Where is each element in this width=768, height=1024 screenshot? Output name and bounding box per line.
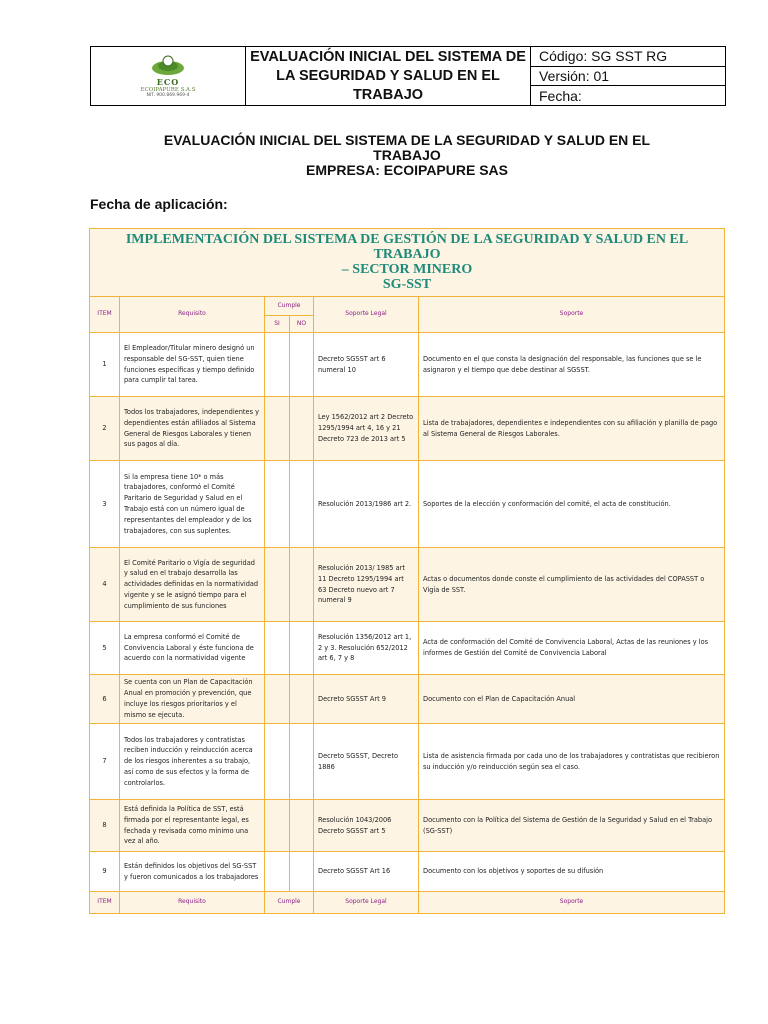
row-cumple-no[interactable] [290,675,314,724]
row-requisito: Se cuenta con un Plan de Capacitación Anual en promoción y prevención, que incluye los riesgos prioritarios y el mismo se ejecuta. [120,675,265,724]
row-soporte: Documento con el Plan de Capacitación Anual [419,675,725,724]
table-row [90,333,725,397]
table-row [90,852,725,892]
row-soporte-legal: Decreto SGSST Art 9 [314,675,419,724]
row-cumple-si[interactable] [265,548,290,622]
header-meta [531,47,725,105]
document-header [90,46,726,106]
col-header-requisito: Requisito [120,297,265,333]
document-title [90,133,724,178]
logo-text: ECO [156,76,180,87]
col-header-soporte: Soporte [419,297,725,333]
row-requisito: Todos los trabajadores y contratistas reciben inducción y reinducción acerca de los riesgos inherentes a su trabajo, así como de sus efectos y la forma de controlarlos. [120,724,265,800]
row-soporte-legal: Decreto SGSST art 6 numeral 10 [314,333,419,397]
row-cumple-no[interactable] [290,397,314,461]
row-cumple-no[interactable] [290,548,314,622]
row-cumple-si[interactable] [265,852,290,892]
row-item: 4 [90,548,120,622]
title-line-2: TRABAJO [373,147,441,163]
footer-header-cumple: Cumple [265,892,314,914]
footer-header-requisito: Requisito [120,892,265,914]
fecha-aplicacion: Fecha de aplicación: [90,196,228,212]
evaluation-table [89,228,725,914]
logo-nit: NIT. 900.869.969-4 [146,92,190,98]
row-soporte-legal: Resolución 2013/ 1985 art 11 Decreto 1295/1994 art 63 Decreto nuevo art 7 numeral 9 [314,548,419,622]
table-row [90,548,725,622]
table-row [90,461,725,548]
row-soporte: Actas o documentos donde conste el cumplimiento de las actividades del COPASST o Vigía de SST. [419,548,725,622]
row-soporte-legal: Ley 1562/2012 art 2 Decreto 1295/1994 art 4, 16 y 21 Decreto 723 de 2013 art 5 [314,397,419,461]
row-item: 8 [90,800,120,852]
codigo-field: Código: SG SST RG [531,47,725,67]
row-requisito: Está definida la Política de SST, está firmada por el representante legal, es fechada y revisada como mínimo una vez al año. [120,800,265,852]
row-requisito: La empresa conformó el Comité de Convivencia Laboral y éste funciona de acuerdo con la normatividad vigente [120,622,265,675]
company-line: EMPRESA: ECOIPAPURE SAS [306,162,508,178]
row-soporte: Acta de conformación del Comité de Convivencia Laboral, Actas de las reuniones y los informes de Gestión del Comité de Convivencia Laboral [419,622,725,675]
row-requisito: Todos los trabajadores, independientes y dependientes están afiliados al Sistema General de Riesgos Laborales y tienen sus pagos al día. [120,397,265,461]
row-cumple-no[interactable] [290,800,314,852]
banner-line-2: – SECTOR MINERO [341,262,473,277]
fecha-field: Fecha: [539,87,582,104]
row-cumple-no[interactable] [290,333,314,397]
version-field: Versión: 01 [531,67,725,87]
table-row [90,724,725,800]
row-cumple-si[interactable] [265,675,290,724]
row-item: 3 [90,461,120,548]
row-soporte-legal: Decreto SGSST Art 16 [314,852,419,892]
row-cumple-no[interactable] [290,724,314,800]
row-soporte-legal: Resolución 2013/1986 art 2. [314,461,419,548]
row-cumple-no[interactable] [290,461,314,548]
table-banner [90,229,725,297]
header-title: EVALUACIÓN INICIAL DEL SISTEMA DE LA SEGURIDAD Y SALUD EN EL TRABAJO [246,47,531,105]
footer-header-item: ITEM [90,892,120,914]
row-cumple-no[interactable] [290,622,314,675]
table-row [90,675,725,724]
row-soporte: Documento con la Política del Sistema de Gestión de la Seguridad y Salud en el Trabajo (SG-SST) [419,800,725,852]
row-cumple-si[interactable] [265,800,290,852]
row-cumple-si[interactable] [265,461,290,548]
row-cumple-si[interactable] [265,724,290,800]
table-footer-header [90,892,725,914]
row-requisito: El Comité Paritario o Vigía de seguridad y salud en el trabajo desarrolla las actividades definidas en la normatividad vigente y se le asignó tiempo para el cumplimiento de sus funciones [120,548,265,622]
row-requisito: Si la empresa tiene 10* o más trabajadores, conformó el Comité Paritario de Seguridad y Salud en el Trabajo está con un número igual de representantes del empleador y de los trabajadores, con sus suplentes. [120,461,265,548]
row-soporte: Documento con los objetivos y soportes de su difusión [419,852,725,892]
table-row [90,622,725,675]
logo-cell [91,47,246,105]
company-logo [109,50,227,102]
row-soporte: Lista de trabajadores, dependientes e independientes con su afiliación y planilla de pago al Sistema General de Riesgos Laborales. [419,397,725,461]
row-soporte: Soportes de la elección y conformación del comité, el acta de constitución. [419,461,725,548]
col-header-no: NO [290,316,314,333]
col-header-item: ITEM [90,297,120,333]
title-line-1: EVALUACIÓN INICIAL DEL SISTEMA DE LA SEGURIDAD Y SALUD EN EL [163,132,651,148]
row-soporte-legal: Resolución 1043/2006 Decreto SGSST art 5 [314,800,419,852]
leaf-icon [148,55,188,77]
col-header-soporte-legal: Soporte Legal [314,297,419,333]
footer-header-soporte: Soporte [419,892,725,914]
row-item: 6 [90,675,120,724]
col-header-cumple: Cumple [265,297,314,316]
row-soporte-legal: Resolución 1356/2012 art 1, 2 y 3. Resolución 652/2012 art 6, 7 y 8 [314,622,419,675]
row-requisito: Están definidos los objetivos del SG-SST y fueron comunicados a los trabajadores [120,852,265,892]
row-item: 2 [90,397,120,461]
row-item: 7 [90,724,120,800]
row-soporte: Documento en el que consta la designación del responsable, las funciones que se le asignaron y el tiempo que debe destinar al SGSST. [419,333,725,397]
row-requisito: El Empleador/Titular minero designó un responsable del SG-SST, quien tiene funciones específicas y tiempo definido para cumplir tal tarea. [120,333,265,397]
row-cumple-si[interactable] [265,397,290,461]
row-soporte: Lista de asistencia firmada por cada uno de los trabajadores y contratistas que recibieron su inducción y/o reinducción según sea el caso. [419,724,725,800]
footer-header-soporte-legal: Soporte Legal [314,892,419,914]
row-item: 1 [90,333,120,397]
row-item: 5 [90,622,120,675]
row-item: 9 [90,852,120,892]
banner-line-3: SG-SST [382,277,432,292]
banner-line-1: IMPLEMENTACIÓN DEL SISTEMA DE GESTIÓN DE LA SEGURIDAD Y SALUD EN EL TRABAJO [125,232,689,262]
table-row [90,800,725,852]
col-header-si: SI [265,316,290,333]
row-cumple-si[interactable] [265,622,290,675]
row-soporte-legal: Decreto SGSST, Decreto 1886 [314,724,419,800]
logo-company-name: ECOIPAPURE S.A.S [140,86,196,93]
table-row [90,397,725,461]
row-cumple-no[interactable] [290,852,314,892]
row-cumple-si[interactable] [265,333,290,397]
